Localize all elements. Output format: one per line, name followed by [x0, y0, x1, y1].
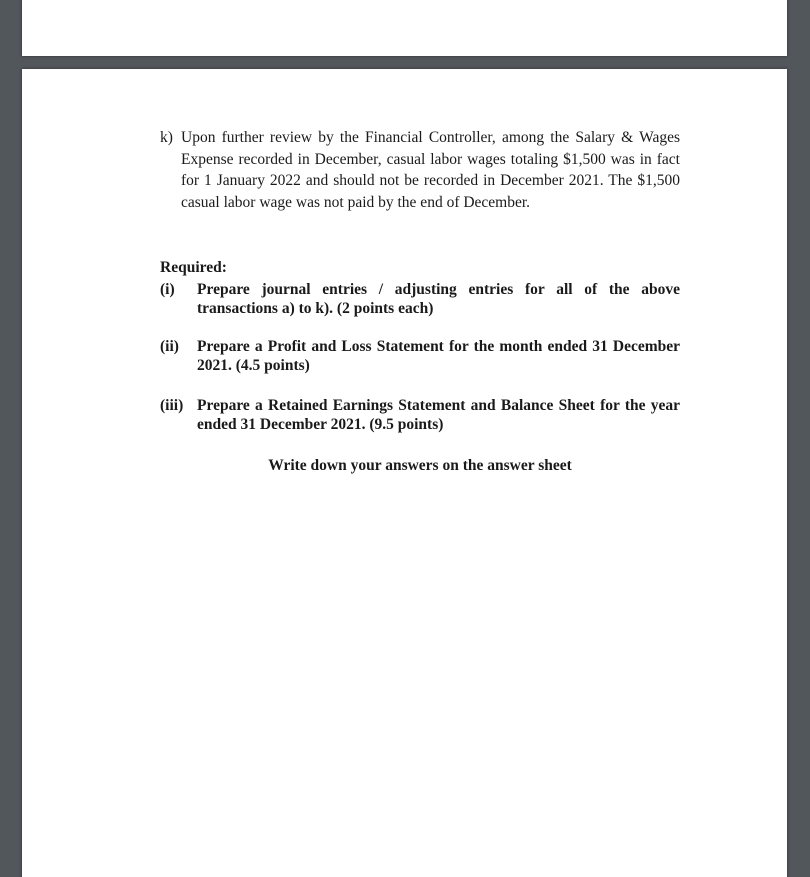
required-item-i: [160, 280, 680, 318]
required-item-label: (i): [160, 281, 175, 298]
required-item-text: Prepare a Retained Earnings Statement and Balance Sheet for the year ended 31 December 2021. (9.5 points): [197, 397, 680, 433]
item-k-label: k): [160, 129, 173, 146]
page-content: [160, 127, 680, 476]
required-heading: Required:: [160, 259, 227, 276]
required-item-iii: [160, 396, 680, 434]
answer-sheet-note: Write down your answers on the answer sheet: [268, 457, 572, 474]
required-item-text: Prepare a Profit and Loss Statement for the month ended 31 December 2021. (4.5 points): [197, 338, 680, 374]
required-item-text: Prepare journal entries / adjusting entries for all of the above transactions a) to k). (2 points each): [197, 281, 680, 317]
required-item-label: (ii): [160, 338, 179, 355]
required-item-label: (iii): [160, 397, 184, 414]
previous-page: [22, 0, 787, 56]
required-item-ii: [160, 337, 680, 375]
current-page: [22, 69, 787, 877]
item-k-text: Upon further review by the Financial Controller, among the Salary & Wages Expense recorded in December, casual labor wages totaling $1,500 was in fact for 1 January 2022 and should not be recorded in December 2021. The $1,500 casual labor wage was not paid by the end of December.: [181, 129, 680, 211]
question-item-k: [160, 127, 680, 213]
